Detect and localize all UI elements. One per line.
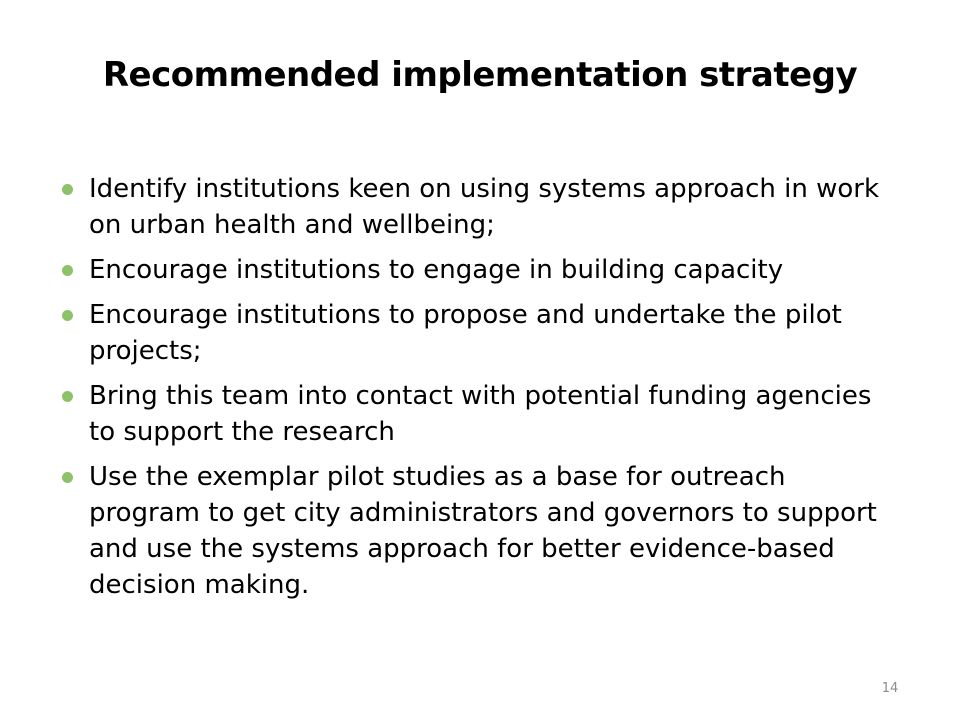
bullet-dot-icon xyxy=(62,265,73,276)
bullet-item xyxy=(60,297,880,369)
bullet-item xyxy=(60,378,880,450)
bullet-dot-icon xyxy=(62,472,73,483)
bullet-text: Encourage institutions to propose and undertake the pilot projects; xyxy=(89,300,842,366)
bullet-dot-icon xyxy=(62,184,73,195)
bullet-dot-icon xyxy=(62,310,73,321)
bullet-text: Use the exemplar pilot studies as a base for outreach program to get city administrators and governors to support and use the systems approach for better evidence-based decision making. xyxy=(89,462,877,600)
page-number: 14 xyxy=(881,681,899,696)
bullet-text: Identify institutions keen on using systems approach in work on urban health and wellbeing; xyxy=(89,174,880,240)
bullet-dot-icon xyxy=(62,391,73,402)
bullet-text: Bring this team into contact with potential funding agencies to support the research xyxy=(89,381,872,447)
bullet-list xyxy=(60,171,880,612)
bullet-item xyxy=(60,171,880,243)
slide-title: Recommended implementation strategy xyxy=(102,55,858,95)
bullet-text: Encourage institutions to engage in building capacity xyxy=(89,255,784,285)
bullet-item xyxy=(60,252,880,288)
bullet-item xyxy=(60,459,880,603)
